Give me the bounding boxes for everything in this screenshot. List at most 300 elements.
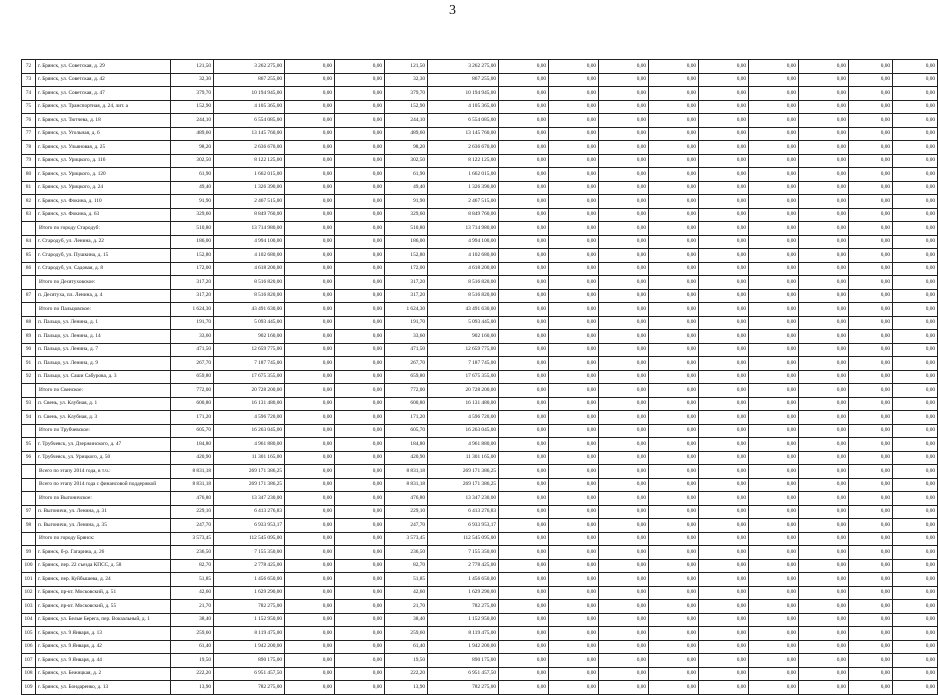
value-cell: 0,00 (893, 87, 938, 101)
value-cell: 0,00 (893, 100, 938, 114)
value-cell: 0,00 (699, 141, 749, 155)
value-cell: 0,00 (285, 519, 335, 533)
value-cell: 0,00 (749, 640, 799, 654)
table-row (22, 573, 938, 587)
value-cell: 0,00 (285, 451, 335, 465)
value-cell: 317,20 (385, 289, 428, 303)
row-number-cell: 76 (22, 114, 36, 128)
value-cell: 0,00 (499, 276, 549, 290)
value-cell: 267,70 (171, 357, 214, 371)
value-cell: 229,10 (385, 505, 428, 519)
value-cell: 0,00 (549, 195, 599, 209)
value-cell: 0,00 (549, 627, 599, 641)
value-cell: 420,90 (385, 451, 428, 465)
value-cell: 0,00 (649, 357, 699, 371)
value-cell: 0,00 (599, 600, 649, 614)
table-row (22, 154, 938, 168)
value-cell: 0,00 (893, 330, 938, 344)
value-cell: 0,00 (335, 141, 385, 155)
value-cell: 0,00 (599, 559, 649, 573)
value-cell: 0,00 (799, 114, 849, 128)
row-number-cell: 95 (22, 438, 36, 452)
value-cell: 0,00 (649, 681, 699, 695)
value-cell: 379,70 (171, 87, 214, 101)
table-row (22, 195, 938, 209)
value-cell: 0,00 (799, 465, 849, 479)
value-cell: 0,00 (699, 316, 749, 330)
value-cell: 0,00 (499, 654, 549, 668)
value-cell: 0,00 (749, 168, 799, 182)
table-row (22, 303, 938, 317)
value-cell: 0,00 (749, 451, 799, 465)
value-cell: 184,80 (171, 438, 214, 452)
table-row (22, 87, 938, 101)
value-cell: 6 554 085,00 (428, 114, 499, 128)
value-cell: 0,00 (799, 357, 849, 371)
value-cell: 0,00 (649, 303, 699, 317)
value-cell: 3 573,45 (385, 532, 428, 546)
value-cell: 0,00 (285, 627, 335, 641)
value-cell: 0,00 (285, 262, 335, 276)
value-cell: 16 263 045,00 (214, 424, 285, 438)
value-cell: 0,00 (849, 411, 893, 425)
value-cell: 0,00 (893, 343, 938, 357)
address-cell: г. Брянск, ул. 9 Января, д. 13 (36, 627, 171, 641)
value-cell: 0,00 (549, 384, 599, 398)
row-number-cell (22, 303, 36, 317)
value-cell: 0,00 (699, 451, 749, 465)
row-number-cell: 81 (22, 181, 36, 195)
row-number-cell: 93 (22, 397, 36, 411)
value-cell: 0,00 (799, 438, 849, 452)
value-cell: 19,50 (385, 654, 428, 668)
value-cell: 0,00 (285, 613, 335, 627)
table-row (22, 73, 938, 87)
value-cell: 6 933 953,17 (428, 519, 499, 533)
value-cell: 0,00 (649, 168, 699, 182)
value-cell: 13 145 760,00 (214, 127, 285, 141)
value-cell: 0,00 (499, 586, 549, 600)
value-cell: 0,00 (749, 505, 799, 519)
value-cell: 0,00 (335, 343, 385, 357)
value-cell: 0,00 (799, 235, 849, 249)
value-cell: 1 152 950,00 (214, 613, 285, 627)
value-cell: 152,80 (385, 249, 428, 263)
table-row (22, 519, 938, 533)
value-cell: 0,00 (893, 667, 938, 681)
value-cell: 0,00 (699, 87, 749, 101)
value-cell: 0,00 (649, 627, 699, 641)
row-number-cell (22, 478, 36, 492)
value-cell: 0,00 (599, 208, 649, 222)
table-row (22, 114, 938, 128)
value-cell: 12 659 775,00 (214, 343, 285, 357)
value-cell: 0,00 (499, 667, 549, 681)
value-cell: 0,00 (649, 60, 699, 74)
value-cell: 0,00 (549, 681, 599, 695)
value-cell: 782 275,00 (214, 681, 285, 695)
value-cell: 0,00 (549, 127, 599, 141)
value-cell: 659,80 (171, 370, 214, 384)
value-cell: 0,00 (799, 262, 849, 276)
value-cell: 0,00 (749, 127, 799, 141)
value-cell: 6 933 953,17 (214, 519, 285, 533)
table-row (22, 249, 938, 263)
value-cell: 0,00 (749, 370, 799, 384)
value-cell: 0,00 (799, 505, 849, 519)
value-cell: 0,00 (549, 438, 599, 452)
value-cell: 0,00 (499, 141, 549, 155)
value-cell: 0,00 (599, 141, 649, 155)
value-cell: 0,00 (335, 492, 385, 506)
address-cell: п. Пальцо, ул. Саши Сабурова, д. 3 (36, 370, 171, 384)
value-cell: 0,00 (749, 208, 799, 222)
table-row (22, 181, 938, 195)
value-cell: 0,00 (849, 73, 893, 87)
value-cell: 0,00 (285, 316, 335, 330)
value-cell: 0,00 (599, 87, 649, 101)
value-cell: 0,00 (699, 114, 749, 128)
value-cell: 222,20 (385, 667, 428, 681)
value-cell: 0,00 (893, 505, 938, 519)
address-cell: г. Трубчевск, ул. Урицкого, д. 50 (36, 451, 171, 465)
value-cell: 476,80 (385, 492, 428, 506)
value-cell: 0,00 (649, 127, 699, 141)
value-cell: 43 491 630,00 (214, 303, 285, 317)
value-cell: 0,00 (799, 343, 849, 357)
value-cell: 0,00 (599, 424, 649, 438)
value-cell: 269 171 386,25 (214, 465, 285, 479)
value-cell: 7 155 350,00 (214, 546, 285, 560)
value-cell: 0,00 (749, 586, 799, 600)
value-cell: 0,00 (799, 559, 849, 573)
value-cell: 2 467 515,00 (214, 195, 285, 209)
value-cell: 0,00 (893, 532, 938, 546)
row-number-cell: 80 (22, 168, 36, 182)
value-cell: 0,00 (799, 195, 849, 209)
value-cell: 0,00 (285, 330, 335, 344)
value-cell: 0,00 (599, 613, 649, 627)
value-cell: 0,00 (335, 289, 385, 303)
table-row (22, 613, 938, 627)
value-cell: 0,00 (893, 586, 938, 600)
value-cell: 0,00 (799, 276, 849, 290)
value-cell: 0,00 (335, 465, 385, 479)
value-cell: 605,70 (171, 424, 214, 438)
value-cell: 0,00 (549, 370, 599, 384)
value-cell: 236,50 (171, 546, 214, 560)
value-cell: 0,00 (285, 397, 335, 411)
value-cell: 0,00 (599, 532, 649, 546)
value-cell: 0,00 (285, 235, 335, 249)
value-cell: 112 545 095,00 (214, 532, 285, 546)
value-cell: 11 301 165,00 (428, 451, 499, 465)
value-cell: 13 347 230,00 (214, 492, 285, 506)
value-cell: 0,00 (649, 478, 699, 492)
value-cell: 0,00 (285, 438, 335, 452)
value-cell: 0,00 (749, 519, 799, 533)
value-cell: 191,70 (171, 316, 214, 330)
value-cell: 0,00 (649, 87, 699, 101)
value-cell: 0,00 (649, 532, 699, 546)
value-cell: 0,00 (649, 397, 699, 411)
value-cell: 0,00 (335, 195, 385, 209)
value-cell: 0,00 (285, 573, 335, 587)
table-row (22, 100, 938, 114)
value-cell: 0,00 (549, 316, 599, 330)
row-number-cell: 73 (22, 73, 36, 87)
value-cell: 0,00 (699, 627, 749, 641)
value-cell: 0,00 (285, 168, 335, 182)
value-cell: 0,00 (285, 141, 335, 155)
value-cell: 0,00 (649, 73, 699, 87)
value-cell: 0,00 (893, 181, 938, 195)
address-cell: Всего по этапу 2014 года с финансовой поддержкой (36, 478, 171, 492)
table-row (22, 681, 938, 695)
table-row (22, 357, 938, 371)
value-cell: 0,00 (549, 505, 599, 519)
address-cell: г. Брянск, ул. Транспортная, д. 24, лит. а (36, 100, 171, 114)
row-number-cell: 88 (22, 316, 36, 330)
value-cell: 0,00 (849, 478, 893, 492)
value-cell: 0,00 (335, 613, 385, 627)
value-cell: 0,00 (499, 127, 549, 141)
value-cell: 1 629 290,00 (214, 586, 285, 600)
value-cell: 782 275,00 (428, 681, 499, 695)
value-cell: 0,00 (849, 154, 893, 168)
value-cell: 0,00 (649, 235, 699, 249)
row-number-cell: 72 (22, 60, 36, 74)
value-cell: 0,00 (499, 573, 549, 587)
value-cell: 0,00 (335, 316, 385, 330)
value-cell: 0,00 (335, 87, 385, 101)
address-cell: г. Брянск, пер. Куйбышева, д. 24 (36, 573, 171, 587)
value-cell: 82,70 (171, 559, 214, 573)
value-cell: 0,00 (499, 370, 549, 384)
value-cell: 0,00 (599, 60, 649, 74)
value-cell: 0,00 (893, 370, 938, 384)
value-cell: 0,00 (749, 154, 799, 168)
value-cell: 0,00 (499, 397, 549, 411)
value-cell: 0,00 (599, 249, 649, 263)
value-cell: 0,00 (649, 451, 699, 465)
value-cell: 4 961 880,00 (214, 438, 285, 452)
value-cell: 0,00 (699, 343, 749, 357)
value-cell: 0,00 (285, 60, 335, 74)
value-cell: 0,00 (699, 613, 749, 627)
value-cell: 0,00 (335, 127, 385, 141)
value-cell: 0,00 (599, 654, 649, 668)
value-cell: 0,00 (849, 654, 893, 668)
value-cell: 0,00 (799, 384, 849, 398)
value-cell: 51,85 (171, 573, 214, 587)
table-row (22, 451, 938, 465)
table-row (22, 465, 938, 479)
value-cell: 0,00 (749, 681, 799, 695)
page-number: 3 (449, 3, 456, 18)
row-number-cell: 82 (22, 195, 36, 209)
value-cell: 2 778 425,00 (428, 559, 499, 573)
value-cell: 0,00 (699, 546, 749, 560)
value-cell: 8 831,18 (171, 465, 214, 479)
value-cell: 0,00 (893, 168, 938, 182)
value-cell: 0,00 (799, 424, 849, 438)
value-cell: 0,00 (549, 411, 599, 425)
value-cell: 0,00 (549, 87, 599, 101)
value-cell: 0,00 (335, 100, 385, 114)
table-row (22, 600, 938, 614)
value-cell: 0,00 (285, 424, 335, 438)
value-cell: 0,00 (599, 411, 649, 425)
value-cell: 0,00 (699, 478, 749, 492)
value-cell: 2 467 515,00 (428, 195, 499, 209)
row-number-cell: 77 (22, 127, 36, 141)
address-cell: п. Десятуха, пл. Ленина, д. 4 (36, 289, 171, 303)
value-cell: 0,00 (285, 195, 335, 209)
row-number-cell: 86 (22, 262, 36, 276)
value-cell: 0,00 (285, 181, 335, 195)
value-cell: 0,00 (549, 60, 599, 74)
value-cell: 7 187 745,00 (214, 357, 285, 371)
value-cell: 0,00 (335, 532, 385, 546)
value-cell: 0,00 (799, 492, 849, 506)
value-cell: 0,00 (599, 573, 649, 587)
value-cell: 8 516 820,00 (428, 289, 499, 303)
value-cell: 0,00 (285, 208, 335, 222)
value-cell: 0,00 (549, 235, 599, 249)
value-cell: 33,60 (385, 330, 428, 344)
value-cell: 0,00 (499, 303, 549, 317)
value-cell: 782 275,00 (214, 600, 285, 614)
value-cell: 121,50 (385, 60, 428, 74)
value-cell: 8 831,18 (385, 478, 428, 492)
value-cell: 0,00 (549, 141, 599, 155)
value-cell: 0,00 (335, 357, 385, 371)
value-cell: 42,60 (385, 586, 428, 600)
value-cell: 0,00 (499, 492, 549, 506)
value-cell: 510,80 (385, 222, 428, 236)
value-cell: 0,00 (799, 573, 849, 587)
value-cell: 0,00 (699, 640, 749, 654)
value-cell: 0,00 (549, 249, 599, 263)
address-cell: г. Брянск, ул. Урицкого, д. 120 (36, 168, 171, 182)
value-cell: 8 516 820,00 (214, 289, 285, 303)
value-cell: 0,00 (335, 330, 385, 344)
value-cell: 5 093 445,00 (428, 316, 499, 330)
value-cell: 489,60 (171, 127, 214, 141)
value-cell: 0,00 (649, 330, 699, 344)
value-cell: 0,00 (893, 451, 938, 465)
value-cell: 0,00 (893, 519, 938, 533)
value-cell: 0,00 (549, 397, 599, 411)
value-cell: 0,00 (699, 154, 749, 168)
value-cell: 0,00 (649, 114, 699, 128)
value-cell: 0,00 (285, 127, 335, 141)
value-cell: 0,00 (599, 100, 649, 114)
value-cell: 0,00 (849, 451, 893, 465)
row-number-cell (22, 424, 36, 438)
value-cell: 0,00 (849, 330, 893, 344)
value-cell: 0,00 (335, 424, 385, 438)
value-cell: 772,00 (385, 384, 428, 398)
value-cell: 11 301 165,00 (214, 451, 285, 465)
value-cell: 0,00 (499, 330, 549, 344)
value-cell: 0,00 (499, 384, 549, 398)
value-cell: 0,00 (699, 519, 749, 533)
value-cell: 420,90 (171, 451, 214, 465)
value-cell: 0,00 (499, 438, 549, 452)
value-cell: 0,00 (893, 276, 938, 290)
value-cell: 1 152 950,00 (428, 613, 499, 627)
value-cell: 0,00 (549, 600, 599, 614)
value-cell: 0,00 (699, 330, 749, 344)
value-cell: 0,00 (599, 546, 649, 560)
value-cell: 8 849 760,00 (428, 208, 499, 222)
value-cell: 0,00 (549, 73, 599, 87)
value-cell: 61,40 (385, 640, 428, 654)
row-number-cell: 83 (22, 208, 36, 222)
value-cell: 0,00 (649, 289, 699, 303)
value-cell: 0,00 (749, 600, 799, 614)
value-cell: 0,00 (335, 451, 385, 465)
value-cell: 0,00 (285, 73, 335, 87)
row-number-cell: 106 (22, 640, 36, 654)
value-cell: 98,20 (385, 141, 428, 155)
value-cell: 0,00 (849, 546, 893, 560)
value-cell: 0,00 (749, 397, 799, 411)
value-cell: 0,00 (549, 546, 599, 560)
value-cell: 0,00 (849, 532, 893, 546)
value-cell: 98,20 (171, 141, 214, 155)
value-cell: 0,00 (893, 546, 938, 560)
value-cell: 8 849 760,00 (214, 208, 285, 222)
value-cell: 0,00 (285, 343, 335, 357)
address-cell: г. Брянск, пр-кт. Московский, д. 55 (36, 600, 171, 614)
value-cell: 0,00 (893, 114, 938, 128)
row-number-cell (22, 492, 36, 506)
value-cell: 0,00 (335, 640, 385, 654)
address-cell: г. Брянск, ул. 9 Января, д. 44 (36, 654, 171, 668)
value-cell: 1 942 200,00 (214, 640, 285, 654)
value-cell: 0,00 (799, 303, 849, 317)
value-cell: 0,00 (499, 316, 549, 330)
value-cell: 0,00 (749, 195, 799, 209)
value-cell: 302,50 (171, 154, 214, 168)
table-row (22, 411, 938, 425)
table-body (22, 60, 938, 695)
value-cell: 0,00 (849, 222, 893, 236)
value-cell: 0,00 (549, 640, 599, 654)
address-cell: г. Брянск, ул. Бежицкая, д. 2 (36, 667, 171, 681)
address-cell: г. Брянск, ул. Советская, д. 29 (36, 60, 171, 74)
value-cell: 317,20 (171, 276, 214, 290)
value-cell: 0,00 (335, 667, 385, 681)
address-cell: г. Брянск, пр-кт. Московский, д. 51 (36, 586, 171, 600)
table-row (22, 532, 938, 546)
value-cell: 0,00 (285, 600, 335, 614)
value-cell: 0,00 (749, 330, 799, 344)
value-cell: 0,00 (599, 127, 649, 141)
value-cell: 0,00 (499, 249, 549, 263)
value-cell: 0,00 (849, 667, 893, 681)
value-cell: 7 187 745,00 (428, 357, 499, 371)
value-cell: 0,00 (799, 411, 849, 425)
value-cell: 902 160,00 (428, 330, 499, 344)
value-cell: 0,00 (849, 505, 893, 519)
value-cell: 191,70 (385, 316, 428, 330)
value-cell: 0,00 (893, 397, 938, 411)
value-cell: 0,00 (335, 276, 385, 290)
